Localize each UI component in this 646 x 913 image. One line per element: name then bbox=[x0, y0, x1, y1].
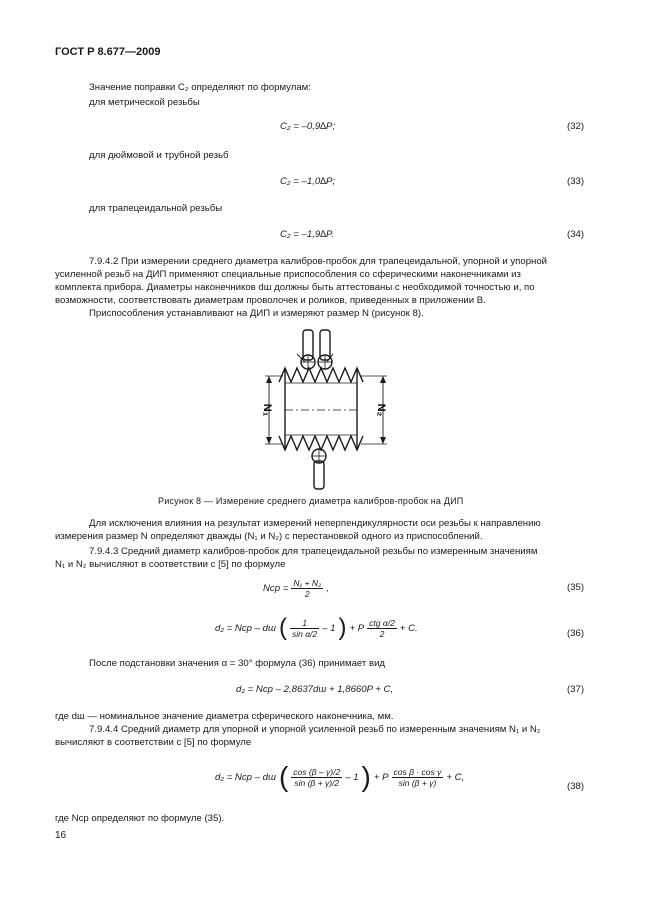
equation-32: C₂ = –0,9∆P; bbox=[280, 121, 336, 132]
paragraph-exclude-line: измерения размер N определяют дважды (N₁ и N₂) с перестановкой одного из приспособлений. bbox=[55, 531, 483, 542]
equation-38-p-part: + P bbox=[373, 771, 389, 783]
paragraph-exclude-line: Для исключения влияния на результат измерений неперпендикулярности оси резьбы к направлению bbox=[89, 518, 541, 529]
paragraph-7944-line: 7.9.4.4 Средний диаметр для упорной и упорной усиленной резьб по измеренным значениям N₁ и N₂ bbox=[89, 724, 541, 735]
equation-36-fraction-1: $\frac{1}{\text{sin α/2}}$ bbox=[291, 617, 318, 639]
paragraph-trapezoidal: для трапецеидальной резьбы bbox=[89, 203, 223, 214]
equation-38-lhs: d₂ = Nср – dш bbox=[215, 771, 276, 783]
paragraph-c2-intro: Значение поправки C₂ определяют по формулам: bbox=[89, 82, 311, 93]
equation-35-tail: , bbox=[326, 583, 329, 594]
lower-fixture bbox=[314, 461, 324, 489]
equation-35 bbox=[263, 578, 329, 599]
paragraph-7942-line: возможности, соответствовать диаметрам проволочек и роликов, приведенных в приложении В. bbox=[55, 295, 486, 306]
equation-37: d₂ = Nср – 2,8637dш + 1,8660P + C, bbox=[236, 684, 394, 695]
equation-33-number: (33) bbox=[567, 176, 585, 187]
equation-38-fraction-1: $\frac{\cos (\beta - \gamma)/2}{\sin (\beta + \gamma)/2}$ bbox=[293, 766, 341, 788]
label-n1: N₁ bbox=[261, 403, 273, 417]
equation-38-number: (38) bbox=[567, 781, 585, 792]
equation-35-denominator: 2 bbox=[304, 589, 310, 599]
paragraph-7942-line: комплекта прибора. Диаметры наконечников dш должны быть аттестованы с необходимой точностью и, по bbox=[55, 282, 535, 293]
equation-35-fraction bbox=[291, 578, 323, 599]
equation-34: C₂ = –1,9∆P. bbox=[280, 229, 334, 240]
equation-36-p-part: + P bbox=[349, 622, 365, 634]
equation-36-minus-one: – 1 bbox=[322, 622, 336, 634]
label-n2: N₂ bbox=[375, 403, 387, 417]
paragraph-fixtures: Приспособления устанавливают на ДИП и измеряют размер N (рисунок 8). bbox=[89, 308, 424, 319]
paragraph-inch: для дюймовой и трубной резьб bbox=[89, 150, 229, 161]
paragraph-7943-line: 7.9.4.3 Средний диаметр калибров-пробок для трапецеидальной резьбы по измеренным значениям bbox=[89, 546, 538, 557]
equation-34-number: (34) bbox=[567, 229, 585, 240]
equation-37-number: (37) bbox=[567, 684, 585, 695]
figure-8-diagram bbox=[245, 326, 405, 491]
equation-36: d₂ = Nср – dш ( $\frac{1}{\text{sin α/2}}$ – 1 ) + P $\frac{\text{ctg α/2}}{2}$ + C. bbox=[215, 614, 418, 641]
paragraph-metric: для метрической резьбы bbox=[89, 97, 200, 108]
document-header: ГОСТ Р 8.677—2009 bbox=[55, 46, 161, 58]
paragraph-after-36: После подстановки значения α = 30° формула (36) принимает вид bbox=[89, 658, 386, 669]
page-number: 16 bbox=[55, 830, 67, 841]
paragraph-where-dsh: где dш — номинальное значение диаметра сферического наконечника, мм. bbox=[55, 711, 394, 722]
equation-35-lhs: Nср = bbox=[263, 583, 289, 594]
equation-35-number: (35) bbox=[567, 582, 585, 593]
paragraph-7942-line: усиленной резьб на ДИП применяют специальные приспособления со сферическими наконечниками из bbox=[55, 269, 521, 280]
equation-36-tail: + C. bbox=[399, 622, 418, 634]
bottom-thread-profile bbox=[279, 436, 363, 450]
equation-38-minus-one: – 1 bbox=[345, 771, 359, 783]
equation-32-number: (32) bbox=[567, 121, 585, 132]
equation-33: C₂ = –1,0∆P; bbox=[280, 176, 336, 187]
figure-8-caption: Рисунок 8 — Измерение среднего диаметра калибров-пробок на ДИП bbox=[158, 496, 464, 506]
equation-36-fraction-2: $\frac{\text{ctg α/2}}{2}$ bbox=[369, 617, 395, 639]
equation-36-lhs: d₂ = Nср – dш bbox=[215, 622, 276, 634]
equation-36-number: (36) bbox=[567, 628, 585, 639]
top-thread-profile bbox=[279, 368, 363, 382]
paragraph-where-ncp: где Nср определяют по формуле (35). bbox=[55, 813, 225, 824]
paragraph-7943-line: N₁ и N₂ вычисляют в соответствии с [5] по формуле bbox=[55, 559, 286, 570]
equation-35-numerator: N₁ + N₂ bbox=[293, 578, 322, 588]
equation-38-tail: + C, bbox=[446, 771, 465, 783]
equation-38: d₂ = Nср – dш ( $\frac{\cos (\beta - \gamma)/2}{\sin (\beta + \gamma)/2}$ – 1 ) + P $\frac{\text{cos β · cos γ}}{\sin (\beta + \gamma)}$ + C, bbox=[215, 761, 465, 792]
equation-38-fraction-2: $\frac{\text{cos β · cos γ}}{\sin (\beta + \gamma)}$ bbox=[393, 766, 442, 788]
paragraph-7944-line: вычисляют в соответствии с [5] по формуле bbox=[55, 737, 252, 748]
paragraph-7942-line: 7.9.4.2 При измерении среднего диаметра калибров-пробок для трапецеидальной, упорной и упорной bbox=[89, 256, 548, 267]
